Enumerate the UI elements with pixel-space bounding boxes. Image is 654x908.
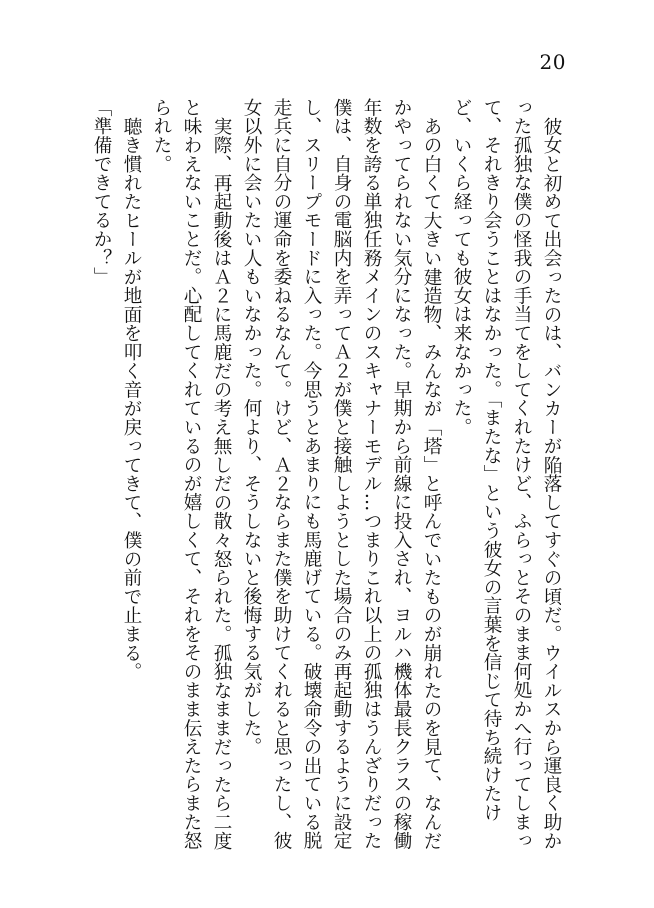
page-number: 20 (539, 50, 566, 74)
paragraph-4: 聴き慣れたヒールが地面を叩く音が戻ってきて、僕の前で止まる。 (121, 116, 142, 681)
paragraph-3: 実際、再起動後はＡ２に馬鹿だの考え無しだの散々怒られた。孤独なままだったら二度と味わえないことだ。心配してくれているのが嬉しくて、それをそのまま伝えたらまた怒られた。 (151, 98, 232, 850)
vertical-body-text (76, 98, 566, 858)
paragraph-1: 彼女と初めて出会ったのは、バンカーが陥落してすぐの頃だ。ウイルスから運良く助かった孤独な僕の怪我の手当てをしてくれたけど、ふらっとそのまま何処かへ行ってしまって、それきり会うことはなかった。「またな」という彼女の言葉を信じて待ち続けたけど、いくら経っても彼女は来なかった。 (451, 98, 562, 850)
paragraph-5-dialogue: 「準備できてるか？」 (91, 98, 112, 286)
paragraph-2: あの白くて大きい建造物、みんなが「塔」と呼んでいたものが崩れたのを見て、なんだかやってられない気分になった。早期から前線に投入され、ヨルハ機体最長クラスの稼働年数を誇る単独任務メインのスキャナーモデル…つまりこれ以上の孤独はうんざりだった僕は、自身の電脳内を弄ってＡ２が僕と接触しようとした場合のみ再起動するように設定し、スリープモードに入った。今思うとあまりにも馬鹿げている。破壊命令の出ている脱走兵に自分の運命を委ねるなんて。けど、Ａ２ならまた僕を助けてくれると思ったし、彼女以外に会いたい人もいなかった。何より、そうしないと後悔する気がした。 (241, 98, 442, 850)
